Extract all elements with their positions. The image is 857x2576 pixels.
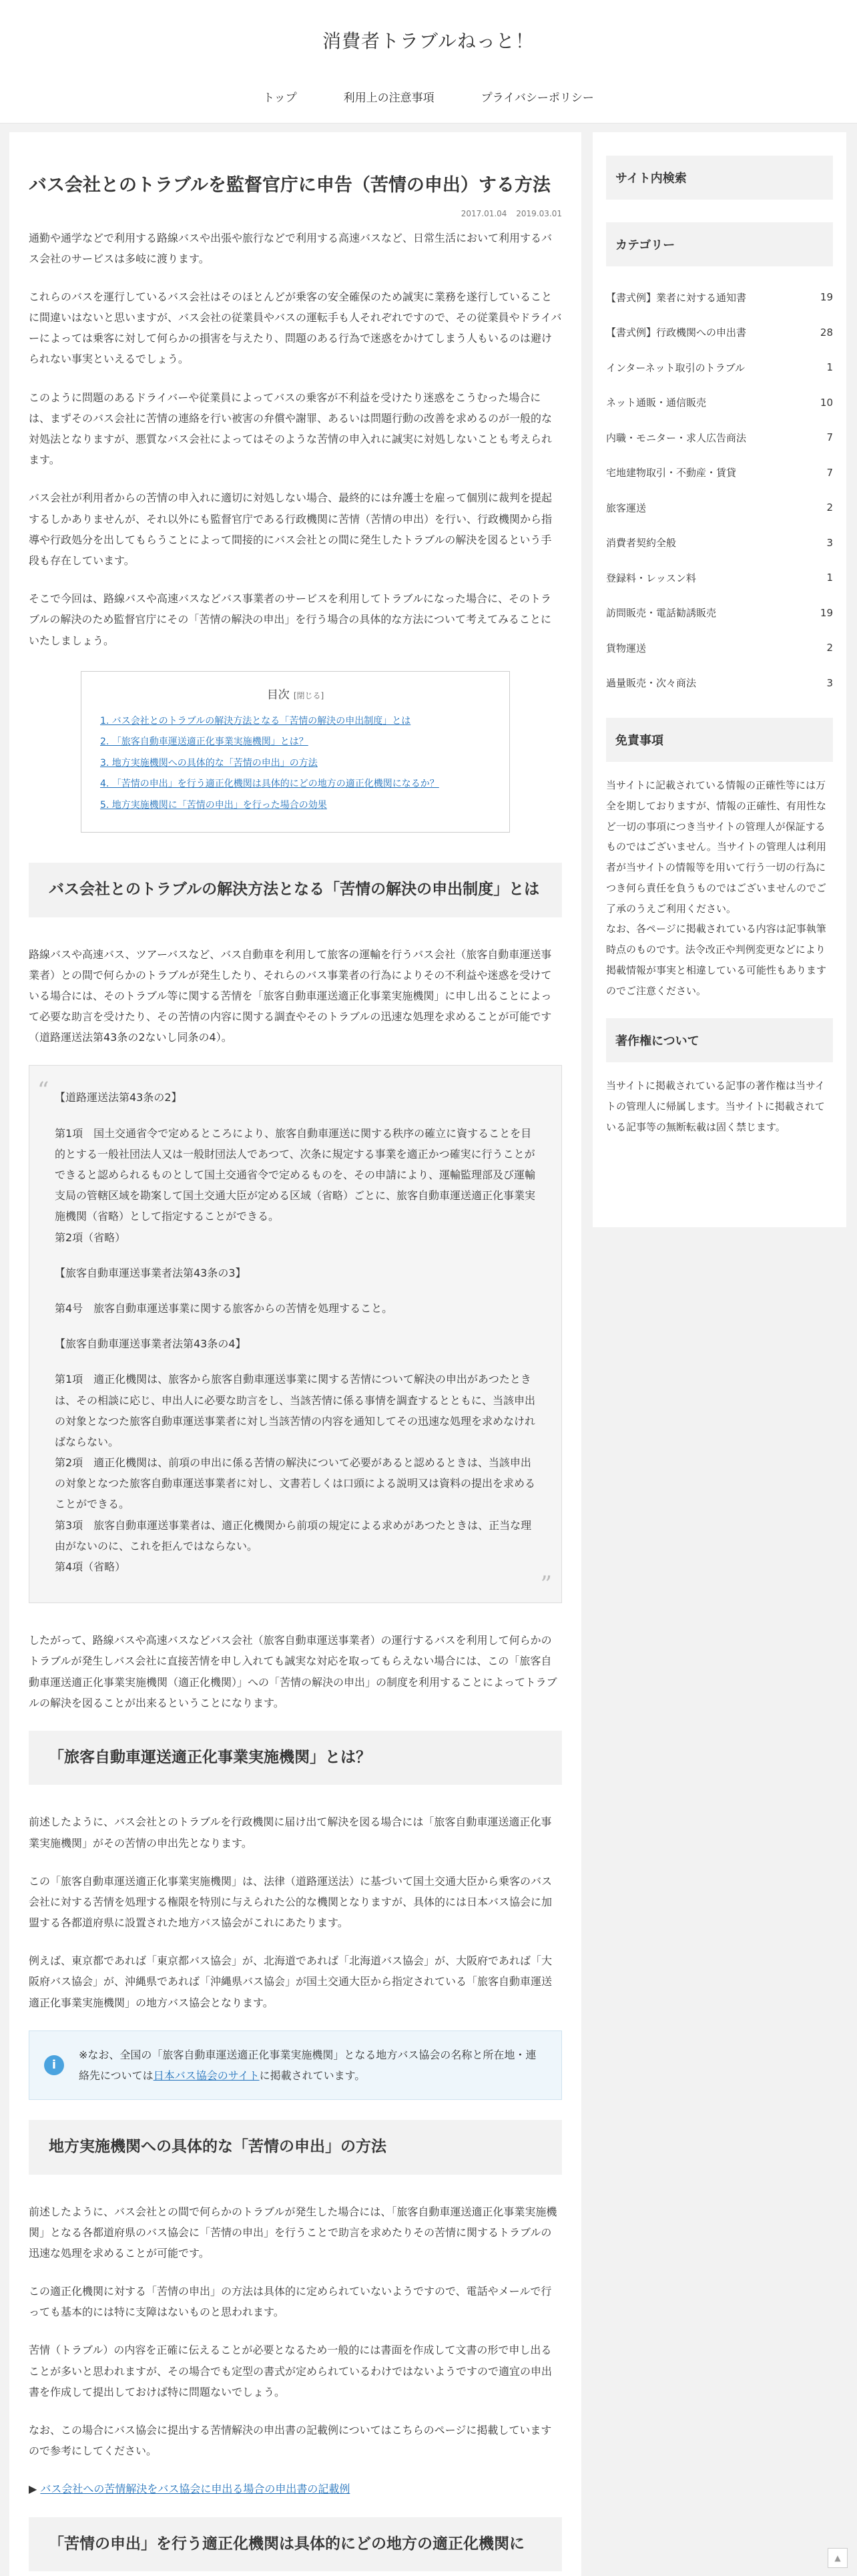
quote-title: 【旅客自動車運送事業者法第43条の4】 <box>55 1337 246 1351</box>
category-name[interactable]: 【書式例】業者に対する通知書 <box>606 291 747 304</box>
category-count: 1 <box>826 572 833 584</box>
nav-terms[interactable]: 利用上の注意事項 <box>343 91 435 105</box>
back-to-top-button[interactable]: ▲ <box>828 2548 848 2568</box>
related-link-line <box>29 2479 562 2499</box>
category-widget-title: カテゴリー <box>606 222 833 266</box>
toc-item[interactable]: 3. 地方実施機関への具体的な「苦情の申出」の方法 <box>100 757 318 769</box>
category-item[interactable] <box>606 455 833 491</box>
info-text-pre: ※なお、全国の「旅客自動車運送適正化事業実施機関」となる地方バス協会の名称と所在地・連絡先については <box>79 2048 537 2082</box>
bus-association-link[interactable]: 日本バス協会のサイト <box>153 2069 260 2082</box>
global-nav <box>0 88 857 105</box>
nav-top[interactable]: トップ <box>263 91 297 105</box>
category-count: 3 <box>826 536 833 549</box>
info-icon: i <box>44 2055 64 2075</box>
law-quote <box>29 1065 562 1603</box>
updated-date: 2019.03.01 <box>516 208 562 218</box>
related-article-link[interactable]: バス会社への苦情解決をバス協会に申出る場合の申出書の記載例 <box>40 2483 350 2496</box>
category-count: 7 <box>826 466 833 479</box>
copyright-text: 当サイトに掲載されている記事の著作権は当サイトの管理人に帰属します。当サイトに掲載されている記事等の無断転載は固く禁じます。 <box>606 1080 825 1133</box>
category-count: 1 <box>826 361 833 374</box>
toc-item[interactable]: 2. 「旅客自動車運送適正化事業実施機関」とは？ <box>100 736 308 748</box>
category-name[interactable]: 過量販売・次々商法 <box>606 677 697 690</box>
table-of-contents <box>81 671 510 833</box>
toc-item[interactable]: 5. 地方実施機関に「苦情の申出」を行った場合の効果 <box>100 799 327 811</box>
category-name[interactable]: ネット通販・通信販売 <box>606 397 707 409</box>
category-name[interactable]: 内職・モニター・求人広告商法 <box>606 431 747 444</box>
category-count: 19 <box>820 291 833 304</box>
category-item[interactable] <box>606 630 833 666</box>
section-heading: バス会社とのトラブルの解決方法となる「苦情の解決の申出制度」とは <box>29 863 562 917</box>
article-title: バス会社とのトラブルを監督官庁に申告（苦情の申出）する方法 <box>29 175 551 196</box>
intro-paragraph: 通勤や通学などで利用する路線バスや出張や旅行などで利用する高速バスなど、日常生活において利用するバス会社のサービスは多岐に渡ります。 <box>29 231 553 265</box>
category-count: 28 <box>820 326 833 339</box>
category-count: 2 <box>826 501 833 514</box>
body-paragraph: この適正化機関に対する「苦情の申出」の方法は具体的に定められていないようですので、電話やメールで行っても基本的には特に支障はないものと思われます。 <box>29 2285 552 2319</box>
category-count: 19 <box>820 606 833 619</box>
quote-text: 第4号 旅客自動車運送事業に関する旅客からの苦情を処理すること。 <box>55 1301 393 1315</box>
toc-title: 目次 <box>266 688 290 702</box>
category-count: 10 <box>820 396 833 409</box>
category-item[interactable] <box>606 280 833 315</box>
category-count: 2 <box>826 642 833 654</box>
info-text-post: に掲載されています。 <box>259 2069 366 2082</box>
quote-title: 【道路運送法第43条の2】 <box>55 1091 182 1104</box>
site-title[interactable]: 消費者トラブルねっと！ <box>322 30 535 52</box>
body-paragraph: 路線バスや高速バス、ツアーバスなど、バス自動車を利用して旅客の運輸を行うバス会社（旅客自動車運送事業者）との間で何らかのトラブルが発生したり、それらのバス事業者の行為によりその不利益や迷惑を受けている場合には、そのトラブル等に関する苦情を「旅客自動車運送適正化事業実施機関」に申し出ることによって必要な助言を受けたり、その苦情の内容に関する調査やそのトラブルの迅速な処理を求めることが可能です（道路運送法第43条の2ないし同条の4）。 <box>29 947 552 1044</box>
category-item[interactable] <box>606 420 833 455</box>
category-item[interactable] <box>606 490 833 525</box>
open-quote-icon: “ <box>37 1077 49 1104</box>
close-quote-icon: ” <box>540 1570 552 1598</box>
category-item[interactable] <box>606 350 833 385</box>
search-widget-title: サイト内検索 <box>606 156 833 200</box>
category-name[interactable]: 訪問販売・電話勧誘販売 <box>606 607 717 620</box>
quote-text: 第2項（省略） <box>55 1231 126 1244</box>
body-paragraph: したがって、路線バスや高速バスなどバス会社（旅客自動車運送事業者）の運行するバスを利用して何らかのトラブルが発生しバス会社に直接苦情を申し入れても誠実な対応を取ってもらえない場合には、この「旅客自動車運送適正化事業実施機関（適正化機関）」への「苦情の解決の申出」の制度を利用することによってトラブルの解決を図ることが出来るということになります。 <box>29 1634 557 1709</box>
intro-paragraph: そこで今回は、路線バスや高速バスなどバス事業者のサービスを利用してトラブルになった場合に、そのトラブルの解決のため監督官庁にその「苦情の解決の申出」を行う場合の具体的な方法について考えてみることにいたしましょう。 <box>29 592 552 647</box>
intro-paragraph: バス会社が利用者からの苦情の申入れに適切に対処しない場合、最終的には弁護士を雇って個別に裁判を提起するしかありませんが、それ以外にも監督官庁である行政機関に苦情（苦情の申出）を行い、行政機関から指導や行政処分を出してもらうことによって間接的にバス会社との間に発生したトラブルの解決を図るという手段も存在しています。 <box>29 491 553 567</box>
category-item[interactable] <box>606 525 833 561</box>
site-header <box>0 0 857 124</box>
category-name[interactable]: 登録料・レッスン料 <box>606 572 696 584</box>
body-paragraph: 苦情（トラブル）の内容を正確に伝えることが必要となるため一般的には書面を作成して文書の形で申し出ることが多いと思われますが、その場合でも定型の書式が定められているわけではないようですので適宜の申出書を作成して提出しておけば特に問題ないでしょう。 <box>29 2344 553 2398</box>
category-list <box>606 280 833 700</box>
category-name[interactable]: 旅客運送 <box>606 501 647 514</box>
intro-paragraph: このように問題のあるドライバーや従業員によってバスの乗客が不利益を受けたり迷惑をこうむった場合には、まずそのバス会社に苦情の連絡を行い被害の弁償や謝罪、あるいは問題行動の改善を求めるのが一般的な対処法となりますが、悪質なバス会社によってはそのような苦情の申入れに誠実に対処しないことも考えられます。 <box>29 391 553 467</box>
body-paragraph: 前述したように、バス会社とのトラブルを行政機関に届け出て解決を図る場合には「旅客自動車運送適正化事業実施機関」がその苦情の申出先となります。 <box>29 1815 552 1850</box>
quote-text: 第1項 国土交通省令で定めるところにより、旅客自動車運送に関する秩序の確立に資することを目的とする一般社団法人又は一般財団法人であつて、次条に規定する事業を適正かつ確実に行うことができると認められるものとして国土交通省令で定めるものを、その申請により、運輸監理部及び運輸支局の管轄区域を勘案して国土交通大臣が定める区域（省略）ごとに、旅客自動車運送適正化事業実施機関（省略）として指定することができる。 <box>55 1126 536 1223</box>
disclaimer-widget-title: 免責事項 <box>606 718 833 762</box>
article-dates <box>29 209 562 218</box>
body-paragraph: なお、この場合にバス協会に提出する苦情解決の申出書の記載例についてはこちらのページに掲載していますので参考にしてください。 <box>29 2424 552 2458</box>
info-text <box>79 2045 543 2086</box>
category-item[interactable] <box>606 666 833 701</box>
category-name[interactable]: 貨物運送 <box>606 642 647 654</box>
category-item[interactable] <box>606 560 833 596</box>
body-paragraph: 例えば、東京都であれば「東京都バス協会」が、北海道であれば「北海道バス協会」が、大阪府であれば「大阪府バス協会」が、沖縄県であれば「沖縄県バス協会」が国土交通大臣から指定されている「旅客自動車運送適正化事業実施機関」の地方バス協会となります。 <box>29 1954 553 2009</box>
category-item[interactable] <box>606 596 833 631</box>
quote-text: 第3項 旅客自動車運送事業者は、適正化機関から前項の規定による求めがあつたときは、正当な理由がないのに、これを拒んではならない。 <box>55 1518 532 1552</box>
body-paragraph: この「旅客自動車運送適正化事業実施機関」は、法律（道路運送法）に基づいて国土交通大臣から乗客のバス会社に対する苦情を処理する権限を特別に与えられた公的な機関となりますが、具体的には日本バス協会に加盟する各都道府県に設置された地方バス協会がこれにあたります。 <box>29 1874 553 1930</box>
arrow-icon: ▶ <box>29 2483 41 2496</box>
info-box <box>29 2030 562 2100</box>
nav-privacy[interactable]: プライバシーポリシー <box>481 91 594 105</box>
body-paragraph: 前述したように、バス会社との間で何らかのトラブルが発生した場合には、「旅客自動車運送適正化事業実施機関」となる各都道府県のバス協会に「苦情の申出」を行うことで助言を求めたりその苦情に関するトラブルの迅速な処理を求めることが可能です。 <box>29 2205 557 2260</box>
category-name[interactable]: 宅地建物取引・不動産・賃貸 <box>606 467 737 479</box>
category-item[interactable] <box>606 385 833 421</box>
toc-header <box>100 685 491 702</box>
intro-paragraph: これらのバスを運行しているバス会社はそのほとんどが乗客の安全確保のため誠実に業務を遂行していることに間違いはないと思いますが、バス会社の従業員やバスの運転手も人それぞれですので、その従業員やドライバーによっては乗客に対して何らかの損害を与えたり、問題のある行為で迷惑をかけてしまう人もいるのは避けられない事実といえるでしょう。 <box>29 290 562 366</box>
disclaimer-text: 当サイトに記載されている情報の正確性等には万全を期しておりますが、情報の正確性、有用性など一切の事項につき当サイトの管理人が保証するものではございません。当サイトの管理人は利用者が当サイトの情報等を用いて行う一切の行為につき何ら責任を負うものではございませんのでご了承のうえご利用ください。 <box>606 779 827 915</box>
copyright-widget-title: 著作権について <box>606 1018 833 1062</box>
toc-toggle[interactable]: [閉じる] <box>293 690 324 700</box>
published-date: 2017.01.04 <box>461 208 507 218</box>
toc-item[interactable]: 4. 「苦情の申出」を行う適正化機関は具体的にどの地方の適正化機関になるか？ <box>100 779 439 790</box>
toc-item[interactable]: 1. バス会社とのトラブルの解決方法となる「苦情の解決の申出制度」とは <box>100 715 411 726</box>
category-item[interactable] <box>606 315 833 351</box>
category-name[interactable]: 消費者契約全般 <box>606 537 677 550</box>
sidebar <box>593 132 846 1227</box>
category-count: 3 <box>826 676 833 689</box>
section-heading: 「旅客自動車運送適正化事業実施機関」とは？ <box>29 1731 562 1785</box>
section-heading: 地方実施機関への具体的な「苦情の申出」の方法 <box>29 2120 562 2174</box>
quote-text: 第4項（省略） <box>55 1560 126 1574</box>
quote-text: 第1項 適正化機関は、旅客から旅客自動車運送事業に関する苦情について解決の申出があつたときは、その相談に応じ、申出人に必要な助言をし、当該苦情に係る事情を調査するとともに、当該申出の対象となつた旅客自動車運送事業者に対し当該苦情の内容を通知してその迅速な処理を求めなければならない。 <box>55 1373 536 1448</box>
toc-list <box>100 711 491 817</box>
category-count: 7 <box>826 431 833 444</box>
quote-title: 【旅客自動車運送事業者法第43条の3】 <box>55 1266 246 1279</box>
disclaimer-text: なお、各ページに掲載されている内容は記事執筆時点のものです。法令改正や判例変更などにより掲載情報が事実と相違している可能性もありますのでご注意ください。 <box>606 923 827 997</box>
quote-text: 第2項 適正化機関は、前項の申出に係る苦情の解決について必要があると認めるときは、当該申出の対象となつた旅客自動車運送事業者に対し、文書若しくは口頭による説明又は資料の提出を求めることができる。 <box>55 1456 536 1511</box>
category-name[interactable]: インターネット取引のトラブル <box>606 361 746 374</box>
article-main <box>9 132 581 2576</box>
category-name[interactable]: 【書式例】行政機関への申出書 <box>606 327 747 339</box>
section-heading: 「苦情の申出」を行う適正化機関は具体的にどの地方の適正化機関に <box>29 2517 562 2571</box>
